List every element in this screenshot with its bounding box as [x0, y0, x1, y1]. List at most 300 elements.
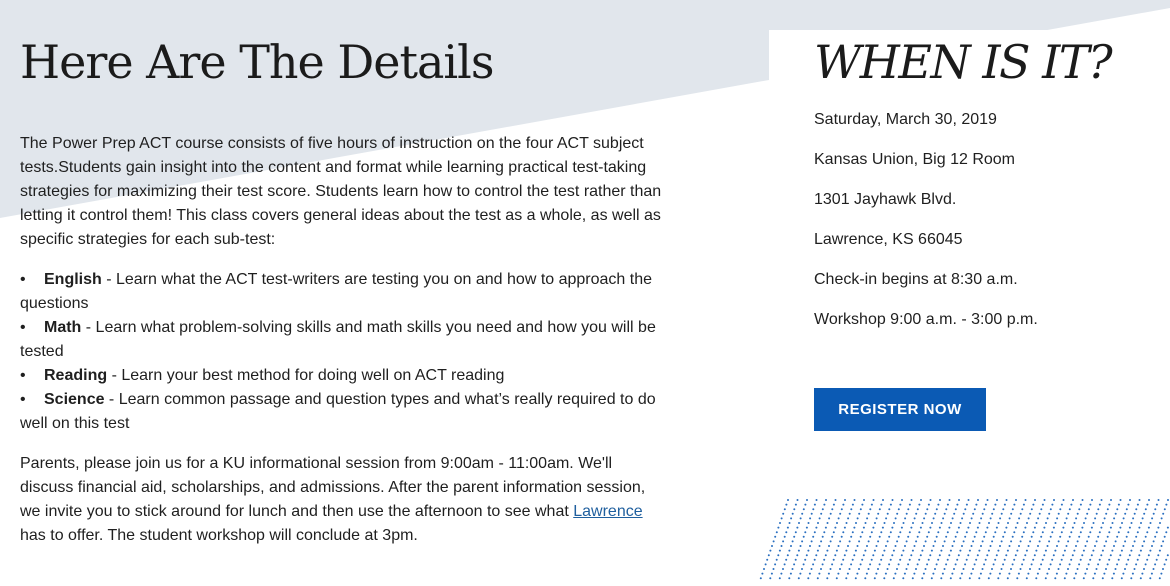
pattern-dot [918, 559, 920, 561]
pattern-dot [923, 545, 925, 547]
pattern-dot [874, 522, 876, 524]
pattern-dot [1051, 504, 1053, 506]
pattern-dot [985, 559, 987, 561]
pattern-dot [833, 504, 835, 506]
pattern-dot [993, 536, 995, 538]
pattern-dot [901, 499, 903, 501]
pattern-dot [858, 540, 860, 542]
pattern-dot [1089, 559, 1091, 561]
subject-description: - Learn what the ACT test-writers are testing you on and how to approach the questions [20, 271, 653, 312]
pattern-dot [1050, 508, 1052, 510]
pattern-dot [929, 554, 931, 556]
pattern-dot [763, 568, 765, 570]
pattern-dot [807, 577, 809, 579]
pattern-dot [771, 545, 773, 547]
pattern-dot [1162, 540, 1164, 542]
pattern-dot [873, 499, 875, 501]
pattern-dot [850, 563, 852, 565]
pattern-dot [876, 517, 878, 519]
pattern-dot [784, 536, 786, 538]
pattern-dot [1123, 545, 1125, 547]
pattern-dot [929, 527, 931, 529]
subject-description: - Learn what problem-solving skills and math skills you need and how you will be tested [20, 319, 656, 360]
pattern-dot [850, 536, 852, 538]
pattern-dot [779, 577, 781, 579]
pattern-dot [1050, 536, 1052, 538]
pattern-dot [898, 563, 900, 565]
pattern-dot [839, 513, 841, 515]
pattern-dot [788, 550, 790, 552]
pattern-dot [907, 563, 909, 565]
pattern-dot [869, 563, 871, 565]
pattern-dot [1086, 540, 1088, 542]
pattern-dot [857, 545, 859, 547]
pattern-dot [948, 527, 950, 529]
pattern-dot [966, 504, 968, 506]
pattern-dot [989, 573, 991, 575]
pattern-dot [1134, 513, 1136, 515]
pattern-dot [774, 536, 776, 538]
pattern-dot [1129, 527, 1131, 529]
pattern-dot [814, 531, 816, 533]
pattern-dot [785, 504, 787, 506]
pattern-dot [857, 517, 859, 519]
pattern-dot [885, 517, 887, 519]
pattern-dot [1040, 536, 1042, 538]
pattern-dot [1115, 568, 1117, 570]
pattern-dot [761, 573, 763, 575]
pattern-dot [967, 527, 969, 529]
pattern-dot [1039, 513, 1041, 515]
pattern-dot [868, 513, 870, 515]
pattern-dot [1015, 499, 1017, 501]
pattern-dot [925, 540, 927, 542]
pattern-dot [1127, 559, 1129, 561]
pattern-dot [842, 504, 844, 506]
pattern-dot [986, 527, 988, 529]
pattern-dot [831, 508, 833, 510]
pattern-dot [979, 522, 981, 524]
pattern-dot [955, 508, 957, 510]
pattern-dot [1008, 573, 1010, 575]
pattern-dot [816, 499, 818, 501]
pattern-dot [868, 568, 870, 570]
pattern-dot [1099, 559, 1101, 561]
pattern-dot [1118, 559, 1120, 561]
pattern-dot [864, 550, 866, 552]
pattern-dot [959, 550, 961, 552]
pattern-dot [1029, 568, 1031, 570]
pattern-dot [1121, 577, 1123, 579]
pattern-dot [1032, 504, 1034, 506]
pattern-dot [792, 540, 794, 542]
pattern-dot [983, 508, 985, 510]
pattern-dot [861, 504, 863, 506]
pattern-dot [1111, 550, 1113, 552]
pattern-dot [845, 550, 847, 552]
pattern-dot [866, 545, 868, 547]
pattern-dot [1048, 513, 1050, 515]
pattern-dot [952, 545, 954, 547]
pattern-dot [1129, 499, 1131, 501]
pattern-dot [1145, 536, 1147, 538]
pattern-dot [999, 517, 1001, 519]
pattern-dot [879, 508, 881, 510]
event-venue: Kansas Union, Big 12 Room [814, 151, 1015, 168]
pattern-dot [937, 559, 939, 561]
pattern-dot [950, 550, 952, 552]
pattern-dot [940, 577, 942, 579]
pattern-dot [1085, 545, 1087, 547]
pattern-dot [999, 573, 1001, 575]
pattern-dot [907, 508, 909, 510]
pattern-dot [1154, 508, 1156, 510]
pattern-dot [1149, 550, 1151, 552]
pattern-dot [1047, 517, 1049, 519]
pattern-dot [885, 545, 887, 547]
pattern-dot [913, 573, 915, 575]
pattern-dot [906, 568, 908, 570]
pattern-dot [1009, 545, 1011, 547]
pattern-dot [1078, 508, 1080, 510]
pattern-dot [884, 522, 886, 524]
pattern-dot [1143, 568, 1145, 570]
pattern-dot [972, 513, 974, 515]
pattern-dot [911, 499, 913, 501]
pattern-dot [950, 577, 952, 579]
pattern-dot [1086, 568, 1088, 570]
pattern-dot [1146, 559, 1148, 561]
pattern-dot [833, 531, 835, 533]
pattern-dot [1065, 573, 1067, 575]
pattern-dot [1140, 522, 1142, 524]
pattern-dot [1034, 527, 1036, 529]
pattern-dot [1097, 536, 1099, 538]
event-street: 1301 Jayhawk Blvd. [814, 191, 957, 208]
register-now-button[interactable]: REGISTER NOW [814, 388, 986, 431]
pattern-dot [1012, 508, 1014, 510]
pattern-dot [1135, 508, 1137, 510]
pattern-dot [1137, 531, 1139, 533]
pattern-dot [1082, 499, 1084, 501]
pattern-dot [910, 527, 912, 529]
pattern-dot [907, 536, 909, 538]
pattern-dot [1048, 568, 1050, 570]
pattern-dot [933, 517, 935, 519]
pattern-dot [1121, 550, 1123, 552]
pattern-dot [1028, 517, 1030, 519]
pattern-dot [1116, 508, 1118, 510]
pattern-dot [822, 508, 824, 510]
pattern-dot [842, 559, 844, 561]
pattern-dot [1023, 531, 1025, 533]
pattern-dot [1096, 568, 1098, 570]
pattern-dot [963, 568, 965, 570]
pattern-dot [838, 545, 840, 547]
pattern-dot [1153, 568, 1155, 570]
pattern-dot [1091, 554, 1093, 556]
pattern-dot [1089, 504, 1091, 506]
parents-text-end: has to offer. The student workshop will conclude at 3pm. [20, 527, 418, 544]
pattern-dot [866, 517, 868, 519]
pattern-dot [1083, 577, 1085, 579]
pattern-dot [1126, 563, 1128, 565]
pattern-dot [760, 577, 762, 579]
pattern-dot [1119, 554, 1121, 556]
pattern-dot [964, 536, 966, 538]
pattern-dot [1092, 550, 1094, 552]
pattern-dot [793, 536, 795, 538]
pattern-dot [1083, 550, 1085, 552]
pattern-dot [803, 508, 805, 510]
pattern-dot [939, 527, 941, 529]
pattern-dot [945, 508, 947, 510]
pattern-dot [975, 559, 977, 561]
pattern-dot [1063, 499, 1065, 501]
pattern-dot [880, 531, 882, 533]
pattern-dot [982, 568, 984, 570]
pattern-dot [956, 504, 958, 506]
lawrence-link[interactable]: Lawrence [573, 503, 643, 520]
pattern-dot [1062, 554, 1064, 556]
pattern-dot [1062, 527, 1064, 529]
pattern-dot [877, 540, 879, 542]
pattern-dot [974, 508, 976, 510]
pattern-dot [866, 573, 868, 575]
bullet-icon: • [20, 367, 26, 384]
pattern-dot [893, 577, 895, 579]
pattern-dot [826, 577, 828, 579]
pattern-dot [1143, 513, 1145, 515]
event-city: Lawrence, KS 66045 [814, 231, 963, 248]
pattern-dot [915, 568, 917, 570]
pattern-dot [896, 540, 898, 542]
pattern-dot [831, 563, 833, 565]
pattern-dot [839, 568, 841, 570]
pattern-dot [1083, 522, 1085, 524]
pattern-dot [910, 554, 912, 556]
pattern-dot [1121, 522, 1123, 524]
pattern-dot [1002, 508, 1004, 510]
pattern-dot [991, 540, 993, 542]
pattern-dot [1120, 499, 1122, 501]
pattern-dot [1009, 517, 1011, 519]
pattern-dot [1072, 554, 1074, 556]
pattern-dot [795, 504, 797, 506]
subject-list [20, 268, 668, 436]
pattern-dot [1088, 563, 1090, 565]
pattern-dot [1010, 540, 1012, 542]
pattern-dot [828, 545, 830, 547]
subject-description: - Learn common passage and question types and what’s really required to do well on this test [20, 391, 656, 432]
pattern-dot [1031, 536, 1033, 538]
pattern-dot [1029, 540, 1031, 542]
pattern-dot [922, 522, 924, 524]
pattern-dot [1043, 527, 1045, 529]
pattern-dot [1165, 504, 1167, 506]
pattern-dot [993, 563, 995, 565]
pattern-dot [808, 522, 810, 524]
pattern-dot [1042, 559, 1044, 561]
pattern-dot [1146, 504, 1148, 506]
pattern-dot [923, 573, 925, 575]
bullet-icon: • [20, 271, 26, 288]
pattern-dot [904, 517, 906, 519]
pattern-dot [1024, 554, 1026, 556]
pattern-dot [1080, 531, 1082, 533]
pattern-dot [1031, 563, 1033, 565]
pattern-dot [951, 573, 953, 575]
pattern-dot [781, 545, 783, 547]
pattern-dot [890, 559, 892, 561]
pattern-dot [893, 550, 895, 552]
pattern-dot [963, 513, 965, 515]
pattern-dot [841, 563, 843, 565]
pattern-dot [1007, 522, 1009, 524]
pattern-dot [830, 540, 832, 542]
pattern-dot [1059, 536, 1061, 538]
event-workshop-time: Workshop 9:00 a.m. - 3:00 p.m. [814, 311, 1038, 328]
pattern-dot [1018, 545, 1020, 547]
pattern-dot [999, 545, 1001, 547]
pattern-dot [1105, 540, 1107, 542]
pattern-dot [1040, 563, 1042, 565]
pattern-dot [836, 577, 838, 579]
pattern-dot [1053, 554, 1055, 556]
pattern-dot [891, 527, 893, 529]
pattern-dot [1096, 540, 1098, 542]
pattern-dot [994, 531, 996, 533]
pattern-dot [988, 522, 990, 524]
pattern-dot [966, 559, 968, 561]
pattern-dot [1002, 536, 1004, 538]
pattern-dot [1077, 540, 1079, 542]
pattern-dot [1020, 540, 1022, 542]
pattern-dot [997, 577, 999, 579]
pattern-dot [882, 499, 884, 501]
pattern-dot [948, 554, 950, 556]
pattern-dot [807, 550, 809, 552]
pattern-dot [872, 554, 874, 556]
pattern-dot [815, 554, 817, 556]
pattern-dot [1077, 568, 1079, 570]
pattern-dot [963, 540, 965, 542]
pattern-dot [983, 563, 985, 565]
pattern-dot [980, 573, 982, 575]
pattern-dot [1073, 550, 1075, 552]
pattern-dot [956, 531, 958, 533]
pattern-dot [1001, 568, 1003, 570]
pattern-dot [925, 568, 927, 570]
pattern-dot [864, 577, 866, 579]
pattern-dot [926, 563, 928, 565]
pattern-dot [804, 504, 806, 506]
pattern-dot [1001, 540, 1003, 542]
pattern-dot [1005, 554, 1007, 556]
pattern-dot [940, 550, 942, 552]
pattern-dot [956, 559, 958, 561]
pattern-dot [880, 559, 882, 561]
pattern-dot [1004, 559, 1006, 561]
pattern-dot [947, 531, 949, 533]
pattern-dot [904, 545, 906, 547]
pattern-dot [1045, 577, 1047, 579]
pattern-dot [964, 508, 966, 510]
pattern-dot [985, 504, 987, 506]
pattern-dot [769, 550, 771, 552]
parents-paragraph [20, 452, 668, 548]
pattern-dot [776, 531, 778, 533]
pattern-dot [1124, 540, 1126, 542]
list-item [20, 268, 668, 316]
pattern-dot [931, 550, 933, 552]
pattern-dot [1130, 577, 1132, 579]
pattern-dot [1140, 550, 1142, 552]
pattern-dot [901, 554, 903, 556]
event-details [814, 108, 1038, 348]
pattern-dot [1053, 527, 1055, 529]
pattern-dot [1043, 554, 1045, 556]
pattern-dot [967, 554, 969, 556]
pattern-dot [1157, 554, 1159, 556]
pattern-dot [820, 513, 822, 515]
pattern-dot [777, 527, 779, 529]
pattern-dot [952, 517, 954, 519]
pattern-dot [1021, 508, 1023, 510]
pattern-dot [909, 531, 911, 533]
pattern-dot [769, 577, 771, 579]
pattern-dot [1148, 499, 1150, 501]
pattern-dot [961, 545, 963, 547]
pattern-dot [774, 563, 776, 565]
pattern-dot [915, 513, 917, 515]
pattern-dot [1054, 550, 1056, 552]
pattern-dot [795, 559, 797, 561]
pattern-dot [872, 527, 874, 529]
pattern-dot [1015, 554, 1017, 556]
pattern-dot [936, 536, 938, 538]
pattern-dot [1116, 563, 1118, 565]
pattern-dot [806, 527, 808, 529]
pattern-dot [1077, 513, 1079, 515]
pattern-dot [779, 550, 781, 552]
pattern-dot [804, 531, 806, 533]
pattern-dot [785, 559, 787, 561]
pattern-dot [980, 545, 982, 547]
pattern-dot [982, 540, 984, 542]
pattern-dot [773, 540, 775, 542]
pattern-dot [1162, 568, 1164, 570]
pattern-dot [1102, 522, 1104, 524]
pattern-dot [1059, 563, 1061, 565]
pattern-dot [955, 536, 957, 538]
pattern-dot [1020, 513, 1022, 515]
page-title: Here Are The Details [20, 35, 494, 89]
pattern-dot [1061, 531, 1063, 533]
pattern-dot [1154, 536, 1156, 538]
pattern-dot [818, 573, 820, 575]
pattern-dot [1135, 536, 1137, 538]
pattern-dot [855, 577, 857, 579]
pattern-dot [1167, 527, 1169, 529]
pattern-dot [1081, 527, 1083, 529]
pattern-dot [1158, 499, 1160, 501]
pattern-dot [845, 577, 847, 579]
event-checkin: Check-in begins at 8:30 a.m. [814, 271, 1018, 288]
pattern-dot [868, 540, 870, 542]
pattern-dot [1146, 531, 1148, 533]
pattern-dot [781, 517, 783, 519]
